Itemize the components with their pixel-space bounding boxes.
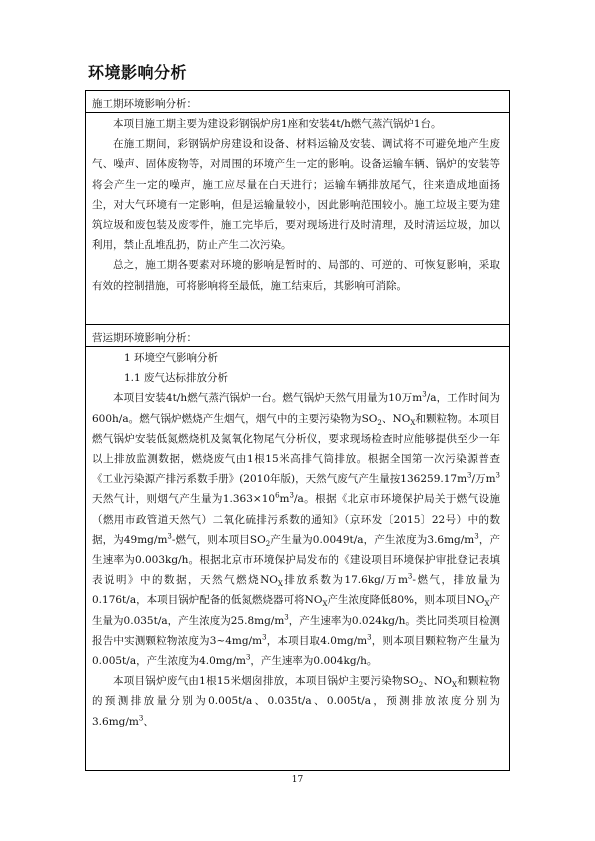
- construction-paragraph-2: 在施工期间，彩钢锅炉房建设和设备、材料运输及安装、调试将不可避免地产生废气、噪声、固体废物等，对周围的环境产生一定的影响。设备运输车辆、锅炉的安装等将会产生一定的噪声，施工应尽量在白天进行；运输车辆排放尾气，往来造成地面扬尘，对大气环境有一定影响，但是运输量较小，因此影响范围较小。施工垃圾主要为建筑垃圾和废包装及废零件，施工完毕后，要对现场进行及时清理，及时清运垃圾，加以利用，禁止乱堆乱扔，防止产生二次污染。: [92, 138, 500, 252]
- construction-body: [86, 113, 509, 325]
- analysis-table: [85, 90, 510, 771]
- construction-paragraph-3: 总之，施工期各要素对环境的影响是暂时的、局部的、可逆的、可恢复影响，采取有效的控制措施，可将影响将至最低，施工结束后，其影响可消除。: [92, 259, 500, 292]
- section-emission-analysis: 1.1 废气达标排放分析: [124, 372, 229, 385]
- operation-paragraph-1: 本项目安装4t/h燃气蒸汽锅炉一台。燃气锅炉天然气用量为10万$m^3/a$，工作时间为600h/a。燃气锅炉燃烧产生烟气，烟气中的主要污染物为$SO_2$、$NO_X$和颗粒物。本项目燃气锅炉安装低氮燃烧机及氮氧化物尾气分析仪，要求现场检查时应能够提供至少一年以上排放监测数据，燃烧废气由1根15米高排气筒排放。根据全国第一次污染源普查《工业污染源产排污系数手册》(2010年版)，天然气废气产生量按$136259.17m^3/$万$m^3$天然气计，则烟气产生量为$1.363\times 10^6m^3/a$。根据《北京市环境保护局关于燃气设施（燃用市政管道天然气）二氧化硫排污系数的通知》（京环发〔2015〕22号）中的数据，为$49mg/m^3-$燃气，则本项目$SO_2$产生量为0.0049t/a，产生浓度为$3.6mg/m^3$，产生速率为0.003kg/h。根据北京市环境保护局发布的《建设项目环境保护审批登记表填表说明》中的数据，天然气燃烧$NO_X$排放系数为17.6kg/万$m^3-$燃气，排放量为0.176t/a，本项目锅炉配备的低氮燃烧器可将$NO_X$产生浓度降低80%，则本项目$NO_X$产生量为0.035t/a，产生浓度为$25.8mg/m^3$，产生速率为0.024kg/h。类比同类项目检测报告中实测颗粒物浓度为$3\sim 4mg/m^3$，本项目取$4.0mg/m^3$，则本项目颗粒物产生量为0.005t/a，产生浓度为$4.0mg/m^3$，产生速率为0.004kg/h。: [92, 390, 501, 668]
- page-title: 环境影响分析: [88, 63, 188, 82]
- page-number: 17: [291, 775, 304, 785]
- operation-heading: 营运期环境影响分析：: [86, 325, 509, 347]
- construction-heading: 施工期环境影响分析：: [86, 91, 509, 113]
- operation-body: [86, 347, 509, 771]
- operation-paragraph-2: 本项目锅炉废气由1根15米烟囱排放，本项目锅炉主要污染物$SO_2$、$NO_X$和颗粒物的预测排放量分别为0.005t/a、0.035t/a、0.005t/a，预测排放浓度分别为$3.6mg/m^3$、: [92, 675, 501, 728]
- construction-paragraph-1: 本项目施工期主要为建设彩钢锅炉房1座和安装4t/h燃气蒸汽锅炉1台。: [113, 118, 442, 130]
- section-air-quality: 1 环境空气影响分析: [124, 352, 219, 364]
